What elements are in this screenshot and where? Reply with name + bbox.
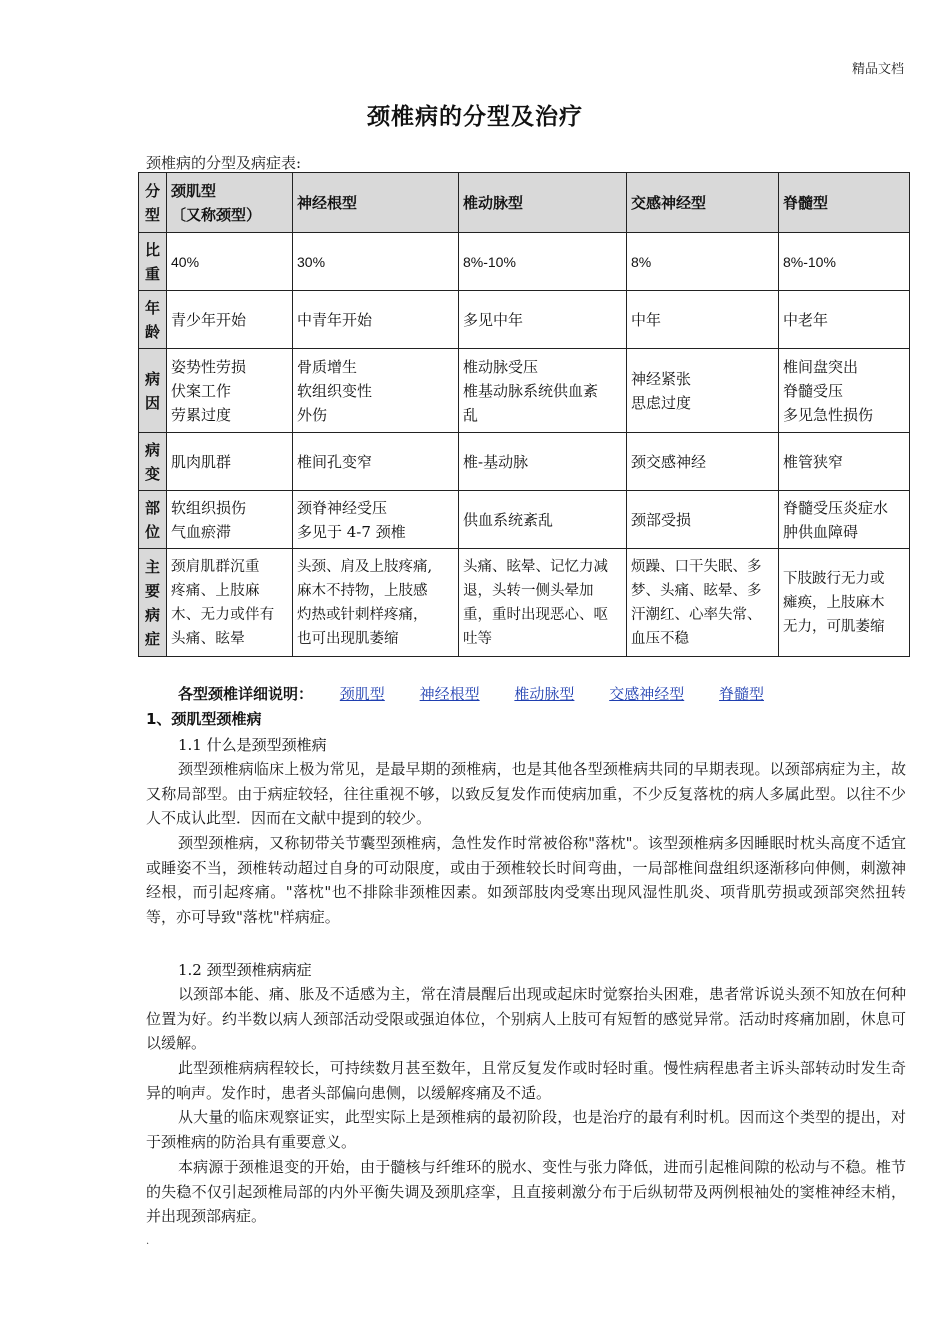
table-cell: 骨质增生 软组织变性 外伤	[293, 349, 459, 433]
table-cell: 椎间盘突出 脊髓受压 多见急性损伤	[779, 349, 910, 433]
table-cell: 姿势性劳损 伏案工作 劳累过度	[167, 349, 293, 433]
table-cell: 颈肩肌群沉重 疼痛、上肢麻 木、无力或伴有 头痛、眩晕	[167, 549, 293, 657]
table-cell: 椎间孔变窄	[293, 433, 459, 491]
detail-nav	[178, 683, 794, 704]
table-cell: 多见中年	[459, 291, 627, 349]
table-row	[139, 433, 910, 491]
table-cell: 40%	[167, 233, 293, 291]
col-header-zhuidongmai: 椎动脉型	[459, 173, 627, 233]
table-cell: 颈交感神经	[627, 433, 779, 491]
table-cell: 青少年开始	[167, 291, 293, 349]
link-jingji[interactable]: 颈肌型	[339, 685, 385, 703]
col-header-jiaogan: 交感神经型	[627, 173, 779, 233]
table-cell: 颈部受损	[627, 491, 779, 549]
table-cell: 8%-10%	[779, 233, 910, 291]
header-note: 精品文档	[851, 62, 904, 77]
row-header: 年 龄	[139, 291, 167, 349]
table-cell: 中老年	[779, 291, 910, 349]
col-header-jisui: 脊髓型	[779, 173, 910, 233]
paragraph: 此型颈椎病病程较长，可持续数月甚至数年，且常反复发作或时轻时重。慢性病程患者主诉头部转动时发生奇异的响声。发作时，患者头部偏向患侧，以缓解疼痛及不适。	[146, 1059, 906, 1102]
table-cell: 头痛、眩晕、记忆力减 退，头转一侧头晕加 重，重时出现恶心、呕 吐等	[459, 549, 627, 657]
page-title: 颈椎病的分型及治疗	[367, 103, 583, 130]
table-cell: 头颈、肩及上肢疼痛, 麻木不持物，上肢感 灼热或针刺样疼痛， 也可出现肌萎缩	[293, 549, 459, 657]
link-zhuidongmai[interactable]: 椎动脉型	[514, 685, 575, 703]
footer-dot: .	[146, 1236, 150, 1247]
table-row	[139, 349, 910, 433]
table-caption: 颈椎病的分型及病症表:	[146, 154, 302, 172]
table-cell: 脊髓受压炎症水 肿供血障碍	[779, 491, 910, 549]
paragraph: 以颈部本能、痛、胀及不适感为主，常在清晨醒后出现或起床时觉察抬头困难，患者常诉说头颈不知放在何种位置为好。约半数以病人颈部活动受限或强迫体位，个别病人上肢可有短暂的感觉异常。活动时疼痛加剧，休息可以缓解。	[146, 985, 906, 1052]
table-cell: 椎管狭窄	[779, 433, 910, 491]
table-header-row	[139, 173, 910, 233]
table-cell: 神经紧张 思虑过度	[627, 349, 779, 433]
subsection-heading: 1.1 什么是颈型颈椎病	[178, 736, 327, 754]
row-header: 病 变	[139, 433, 167, 491]
table-row	[139, 291, 910, 349]
table-cell: 软组织损伤 气血瘀滞	[167, 491, 293, 549]
table-cell: 椎-基动脉	[459, 433, 627, 491]
row-header: 比 重	[139, 233, 167, 291]
row-header: 部 位	[139, 491, 167, 549]
table-cell: 8%-10%	[459, 233, 627, 291]
row-header: 病 因	[139, 349, 167, 433]
table-row	[139, 549, 910, 657]
table-cell: 中青年开始	[293, 291, 459, 349]
detail-nav-label: 各型颈椎详细说明：	[178, 685, 314, 703]
paragraph: 从大量的临床观察证实，此型实际上是颈椎病的最初阶段，也是治疗的最有利时机。因而这个类型的提出，对于颈椎病的防治具有重要意义。	[146, 1108, 906, 1151]
table-cell: 8%	[627, 233, 779, 291]
table-cell: 30%	[293, 233, 459, 291]
col-header-shenjinggen: 神经根型	[293, 173, 459, 233]
classification-table	[138, 172, 910, 657]
col-header-jingji: 颈肌型 〔又称颈型）	[167, 173, 293, 233]
table-row	[139, 233, 910, 291]
paragraph: 颈型颈椎病，又称韧带关节囊型颈椎病，急性发作时常被俗称"落枕"。该型颈椎病多因睡眠时枕头高度不适宜或睡姿不当，颈椎转动超过自身的可动限度，或由于颈椎较长时间弯曲，一局部椎间盘组织逐渐移向伸侧，刺激神经根，而引起疼痛。"落枕"也不排除非颈椎因素。如颈部肢肉受寒出现风湿性肌炎、项背肌劳损或颈部突然扭转等，亦可导致"落枕"样病症。	[146, 834, 906, 926]
paragraph: 本病源于颈椎退变的开始，由于髓核与纤维环的脱水、变性与张力降低，进而引起椎间隙的松动与不稳。椎节的失稳不仅引起颈椎局部的内外平衡失调及颈肌痉挛，且直接刺激分布于后纵韧带及两例根袖处的窦椎神经末梢，并出现颈部病症。	[146, 1158, 906, 1225]
table-row	[139, 491, 910, 549]
table-cell: 供血系统紊乱	[459, 491, 627, 549]
table-cell: 颈脊神经受压 多见于 4-7 颈椎	[293, 491, 459, 549]
table-cell: 烦躁、口干失眠、多 梦、头痛、眩晕、多 汗潮红、心率失常、 血压不稳	[627, 549, 779, 657]
link-jisui[interactable]: 脊髓型	[718, 685, 764, 703]
table-cell: 椎动脉受压 椎基动脉系统供血紊 乱	[459, 349, 627, 433]
table-cell: 下肢跛行无力或 瘫痪，上肢麻木 无力，可肌萎缩	[779, 549, 910, 657]
section-title: 1、颈肌型颈椎病	[146, 710, 262, 728]
paragraph: 颈型颈椎病临床上极为常见，是最早期的颈椎病，也是其他各型颈椎病共同的早期表现。以颈部病症为主，故又称局部型。由于病症较轻，往往重视不够，以致反复发作而使病加重，不少反复落枕的病人多属此型。以往不少人不成认此型．因而在文献中提到的较少。	[146, 760, 906, 827]
link-jiaogan[interactable]: 交感神经型	[609, 685, 685, 703]
table-cell: 中年	[627, 291, 779, 349]
table-cell: 肌肉肌群	[167, 433, 293, 491]
subsection-heading: 1.2 颈型颈椎病病症	[178, 961, 312, 979]
row-header: 主 要 病 症	[139, 549, 167, 657]
corner-cell: 分 型	[139, 173, 167, 233]
link-shenjinggen[interactable]: 神经根型	[419, 685, 480, 703]
